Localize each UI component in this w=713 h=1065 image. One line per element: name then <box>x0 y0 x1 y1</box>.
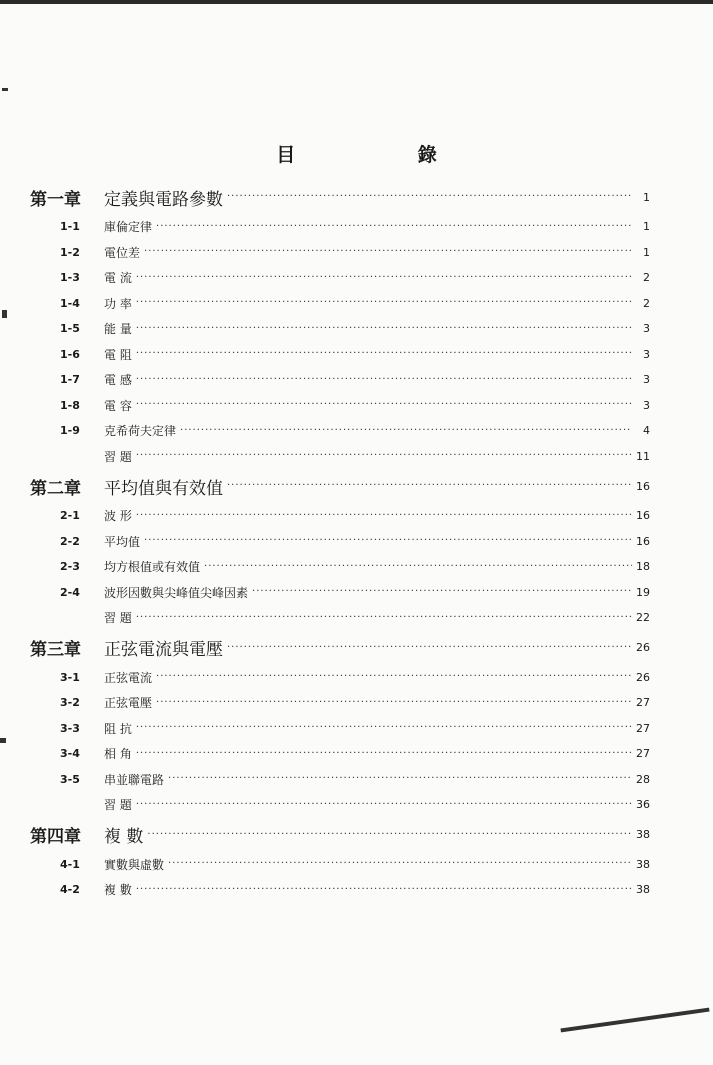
dot-leader <box>136 800 632 810</box>
section-page-number: 19 <box>636 585 650 599</box>
section-entry[interactable] <box>30 792 650 818</box>
section-page-number: 1 <box>643 220 650 234</box>
section-number: 1-8 <box>60 398 80 412</box>
section-entry[interactable] <box>30 291 650 317</box>
dot-leader <box>227 643 632 653</box>
section-number: 1-7 <box>60 373 80 387</box>
section-page-number: 27 <box>636 696 650 710</box>
section-page-number: 28 <box>636 772 650 786</box>
section-page-number: 36 <box>636 798 650 812</box>
chapter-title: 正弦電流與電壓 <box>104 640 223 660</box>
section-entry[interactable] <box>30 665 650 691</box>
section-title: 平均值 <box>104 534 141 549</box>
section-number: 2-1 <box>60 509 80 523</box>
chapter-number: 第三章 <box>30 640 81 660</box>
chapter-title: 複 數 <box>104 827 144 847</box>
section-number: 2-3 <box>60 560 80 574</box>
scan-mark <box>560 1008 709 1033</box>
section-title: 庫倫定律 <box>104 220 153 235</box>
section-number: 1-5 <box>60 322 80 336</box>
section-title: 實數與虛數 <box>104 857 165 872</box>
section-entry[interactable] <box>30 529 650 555</box>
chapter-page-number: 16 <box>636 479 650 493</box>
dot-leader <box>136 349 632 359</box>
chapter-title: 定義與電路參數 <box>104 189 223 210</box>
dot-leader <box>136 723 632 733</box>
section-entry[interactable] <box>30 690 650 716</box>
dot-leader <box>136 298 632 308</box>
section-page-number: 16 <box>636 509 650 523</box>
section-entry[interactable] <box>30 214 650 240</box>
section-entry[interactable] <box>30 367 650 393</box>
dot-leader <box>204 562 632 572</box>
section-entry[interactable] <box>30 418 650 444</box>
section-title: 正弦電壓 <box>104 696 153 711</box>
section-title: 串並聯電路 <box>104 772 165 787</box>
section-page-number: 2 <box>643 271 650 285</box>
chapter-number: 第二章 <box>30 478 81 499</box>
chapter-number: 第一章 <box>30 189 81 210</box>
section-title: 電 阻 <box>104 347 132 362</box>
scan-top-edge <box>0 0 713 4</box>
section-entry[interactable] <box>30 605 650 631</box>
section-page-number: 3 <box>643 322 650 336</box>
section-number: 3-4 <box>60 747 80 761</box>
section-number: 3-3 <box>60 721 80 735</box>
scan-mark <box>2 310 7 318</box>
section-entry[interactable] <box>30 444 650 470</box>
table-of-contents <box>30 180 650 903</box>
section-title: 電 感 <box>104 373 132 388</box>
section-entry[interactable] <box>30 716 650 742</box>
chapter-page-number: 1 <box>643 190 650 204</box>
dot-leader <box>136 613 632 623</box>
dot-leader <box>180 426 632 436</box>
scan-mark <box>0 738 6 743</box>
section-title: 阻 抗 <box>104 721 132 736</box>
section-page-number: 38 <box>636 883 650 897</box>
section-entry[interactable] <box>30 316 650 342</box>
section-page-number: 26 <box>636 670 650 684</box>
section-number: 3-1 <box>60 670 80 684</box>
section-page-number: 27 <box>636 721 650 735</box>
section-title: 習 題 <box>104 798 132 813</box>
section-page-number: 18 <box>636 560 650 574</box>
section-number: 3-5 <box>60 772 80 786</box>
section-number: 1-4 <box>60 296 80 310</box>
chapter-title: 平均值與有效值 <box>104 478 223 499</box>
section-title: 波 形 <box>104 509 132 524</box>
chapter-page-number: 38 <box>636 828 650 841</box>
section-entry[interactable] <box>30 580 650 606</box>
section-title: 習 題 <box>104 611 132 626</box>
section-entry[interactable] <box>30 393 650 419</box>
dot-leader <box>136 451 632 461</box>
section-page-number: 22 <box>636 611 650 625</box>
dot-leader <box>136 400 632 410</box>
section-entry[interactable] <box>30 342 650 368</box>
scan-mark <box>2 88 8 91</box>
section-title: 能 量 <box>104 322 132 337</box>
section-title: 習 題 <box>104 449 132 464</box>
section-entry[interactable] <box>30 767 650 793</box>
section-entry[interactable] <box>30 741 650 767</box>
section-entry[interactable] <box>30 240 650 266</box>
section-number: 1-6 <box>60 347 80 361</box>
dot-leader <box>144 247 632 257</box>
section-entry[interactable] <box>30 877 650 903</box>
section-title: 複 數 <box>104 883 132 898</box>
dot-leader <box>136 324 632 334</box>
dot-leader <box>136 885 632 895</box>
section-page-number: 1 <box>643 245 650 259</box>
section-page-number: 2 <box>643 296 650 310</box>
chapter-entry[interactable] <box>30 180 650 214</box>
section-title: 電 容 <box>104 398 132 413</box>
dot-leader <box>156 672 632 682</box>
dot-leader <box>227 481 632 491</box>
section-number: 2-2 <box>60 534 80 548</box>
section-number: 4-2 <box>60 883 80 897</box>
dot-leader <box>147 830 632 840</box>
section-page-number: 3 <box>643 398 650 412</box>
section-number: 3-2 <box>60 696 80 710</box>
chapter-number: 第四章 <box>30 827 81 847</box>
section-number: 1-3 <box>60 271 80 285</box>
section-title: 功 率 <box>104 296 132 311</box>
dot-leader <box>136 749 632 759</box>
section-entry[interactable] <box>30 852 650 878</box>
section-number: 2-4 <box>60 585 80 599</box>
section-title: 波形因數與尖峰值尖峰因素 <box>104 585 249 600</box>
section-title: 電 流 <box>104 271 132 286</box>
section-title: 均方根值或有效值 <box>104 560 201 575</box>
dot-leader <box>136 375 632 385</box>
dot-leader <box>168 859 632 869</box>
dot-leader <box>136 511 632 521</box>
section-page-number: 16 <box>636 534 650 548</box>
dot-leader <box>227 192 632 202</box>
section-title: 電位差 <box>104 245 141 260</box>
dot-leader <box>156 698 632 708</box>
chapter-entry[interactable] <box>30 631 650 665</box>
section-title: 正弦電流 <box>104 670 153 685</box>
section-page-number: 3 <box>643 373 650 387</box>
section-entry[interactable] <box>30 554 650 580</box>
section-page-number: 4 <box>643 424 650 438</box>
section-number: 1-1 <box>60 220 80 234</box>
section-number: 4-1 <box>60 857 80 871</box>
page-title: 目 錄 <box>276 144 495 166</box>
section-entry[interactable] <box>30 265 650 291</box>
section-title: 克希荷夫定律 <box>104 424 177 439</box>
section-number: 1-2 <box>60 245 80 259</box>
dot-leader <box>144 536 632 546</box>
dot-leader <box>136 273 632 283</box>
dot-leader <box>156 222 632 232</box>
section-page-number: 11 <box>636 449 650 463</box>
section-title: 相 角 <box>104 747 132 762</box>
dot-leader <box>252 587 632 597</box>
section-entry[interactable] <box>30 503 650 529</box>
section-page-number: 38 <box>636 857 650 871</box>
section-page-number: 27 <box>636 747 650 761</box>
section-number: 1-9 <box>60 424 80 438</box>
dot-leader <box>168 774 632 784</box>
section-page-number: 3 <box>643 347 650 361</box>
chapter-entry[interactable] <box>30 469 650 503</box>
chapter-entry[interactable] <box>30 818 650 852</box>
chapter-page-number: 26 <box>636 641 650 654</box>
